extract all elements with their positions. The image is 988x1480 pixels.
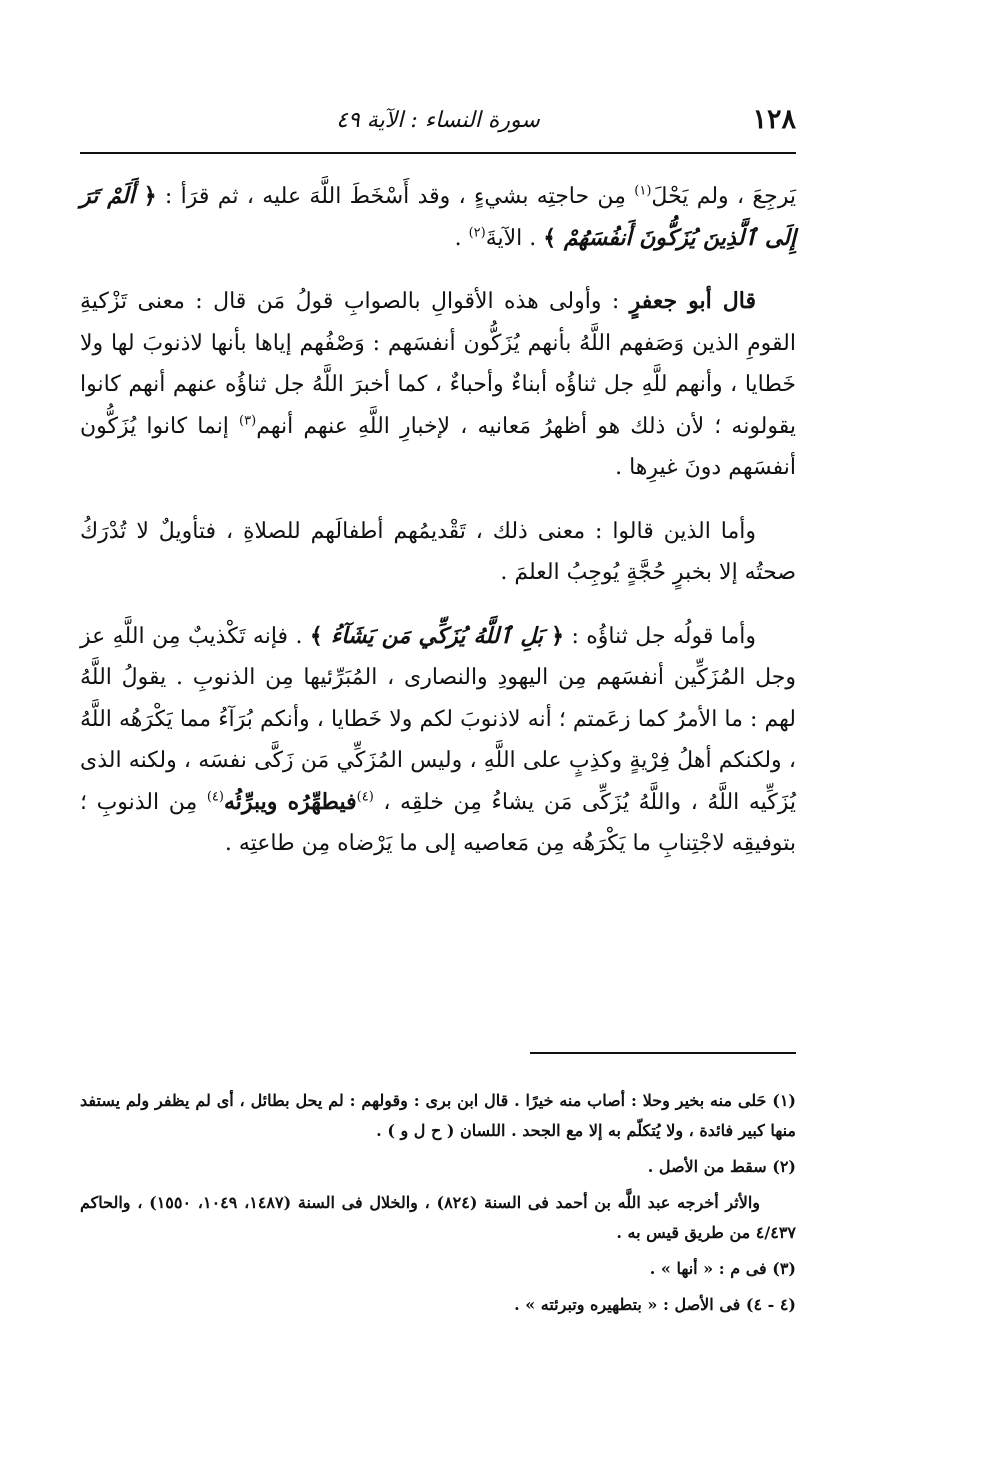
main-text — [80, 176, 796, 887]
quran-verse: أَلَمْ تَرَ إِلَى ٱلَّذِينَ يُزَكُّونَ أَنفُسَهُمْ — [80, 183, 796, 251]
footnote-4: (٤ - ٤) فى الأصل : « بتطهيره وتبرئته » . — [514, 1295, 796, 1314]
page-header — [80, 104, 796, 144]
p4-text-a: وأما قولُه جل ثناؤُه : — [564, 623, 757, 649]
p1-text-c: . الآيةَ — [485, 225, 544, 251]
paragraph-2 — [80, 281, 796, 489]
p4-text-c: مِن الذنوبِ ؛ بتوفيقِه لاجْتِنابِ ما يَكْرَهُه مِن مَعاصيه إلى ما يَرْضاه مِن طاعتِه . — [80, 789, 796, 856]
footnote-ref-3: (٣) — [239, 413, 257, 429]
p1-text-d: . — [454, 225, 469, 251]
header-rule — [80, 152, 796, 154]
footnote-ref-4-open: (٤) — [356, 789, 374, 805]
footnote-1: (١) حَلى منه بخير وحلا : أصاب منه خيرًا . قال ابن برى : وقولهم : لم يحل بطائل ، أى لم يظفر ولم يستفد منها كبير فائدة ، ولا يُتكلّم به إلا مع الجحد . اللسان ( ح ل و ) . — [80, 1091, 796, 1140]
quran-open-bracket: ﴿ — [134, 183, 157, 209]
quran-close-bracket: ﴾ — [543, 224, 564, 251]
p3-text: وأما الذين قالوا : معنى ذلك ، تَقْديمُهم أطفالَهم للصلاةِ ، فتأويلٌ لا تُدْرَكُ صحتُه إلا بخبرٍ حُجَّةٍ يُوجِبُ العلمَ . — [80, 518, 796, 585]
footnote-3: (٣) فى م : « أنها » . — [649, 1259, 796, 1278]
footnote-ref-1: (١) — [634, 183, 652, 199]
speaker-label: قال أبو جعفرٍ — [629, 288, 756, 314]
p1-text-a: يَرجِعَ ، ولم يَحْلَ — [651, 184, 796, 209]
paragraph-4 — [80, 616, 796, 865]
footnote-rule — [530, 1052, 796, 1054]
quran-verse: بَلِ ٱللَّهُ يُزَكِّي مَن يَشَآءُ — [330, 622, 544, 649]
footnote-2: (٢) سقط من الأصل . — [647, 1157, 796, 1176]
quran-close-bracket: ﴾ — [309, 622, 331, 649]
p4-text-b: . فإنه تَكْذيبٌ مِن اللَّهِ عز وجل المُزَكِّين أنفسَهم مِن اليهودِ والنصارى ، المُبَرِّئيها مِن الذنوبِ . يقولُ اللَّهُ لهم : ما الأمرُ كما زعَمتم ؛ أنه لاذنوبَ لكم ولا خَطايا ، وأنكم بُرَآءُ مما يَكْرَهُه اللَّهُ ، ولكنكم أهلُ فِرْيةٍ وكذِبٍ على اللَّهِ ، وليس المُزَكِّي مَن زَكَّى نفسَه ، ولكنه الذى يُزَكِّيه اللَّهُ ، واللَّهُ يُزَكِّى مَن يشاءُ مِن خلقِه ، — [80, 623, 797, 815]
paragraph-1 — [80, 176, 796, 259]
page-number: ١٢٨ — [752, 104, 796, 135]
p2-text-b: إنما كانوا يُزَكُّون أنفسَهم دونَ غيرِها . — [80, 413, 796, 480]
quran-open-bracket: ﴿ — [543, 622, 565, 649]
footnote-ref-4-close: (٤) — [206, 789, 224, 805]
p4-bold-phrase: فيطهِّرُه ويبرِّئُه — [223, 788, 357, 815]
paragraph-3 — [80, 511, 796, 594]
footnote-ref-2: (٢) — [468, 225, 486, 241]
running-head: سورة النساء : الآية ٤٩ — [336, 108, 540, 133]
p2-text-a: : وأولى هذه الأقوالِ بالصوابِ قولُ مَن قال : معنى تَزْكيةِ القومِ الذين وَصَفهم اللَّهُ بأنهم يُزَكُّون أنفسَهم : وَصْفُهم إياها بأنها لاذنوبَ لها ولا خَطايا ، وأنهم للَّهِ جل ثناؤُه أبناءٌ وأحباءٌ ، كما أخبرَ اللَّهُ جل ثناؤُه عنهم أنهم كانوا يقولونه ؛ لأن ذلك هو أظهرُ مَعانيه ، لإخبارِ اللَّهِ عنهم أنهم — [80, 289, 797, 439]
footnotes — [80, 1086, 796, 1326]
footnote-2-source: والأثر أخرجه عبد اللَّه بن أحمد فى السنة (٨٢٤) ، والخلال فى السنة (١٤٨٧، ١٠٤٩، ١٥٥٠) ، والحاكم ٤/٤٣٧ من طريق قيس به . — [80, 1193, 796, 1242]
p1-text-b: مِن حاجتِه بشيءٍ ، وقد أَسْخَطَ اللَّهَ عليه ، ثم قرَأ : — [156, 184, 635, 209]
